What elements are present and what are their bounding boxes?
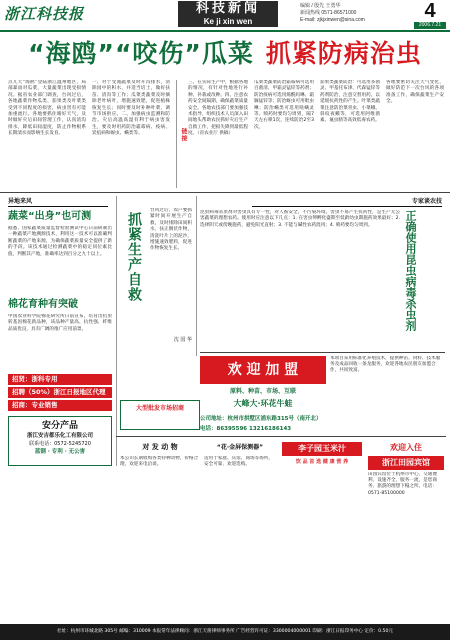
story2-text: 中国农业科学院棉花研究所日前宣布，培育出抗虫转基因棉花新品种，该品种产量高、抗性强、纤维品质优良，具有广阔的推广应用前景。	[8, 314, 112, 332]
bio-name: 大峰大·环花牛蛙	[233, 399, 293, 408]
expert-text: 昆虫病毒杀虫剂对害虫具有专一性，对人畜安全，不污染环境，害虫不易产生抗药性，是生产无公害蔬菜的理想农药。使用时应注意以下几点：1. 在害虫卵孵化盛期至低龄幼虫期施药效果最好；2. 选择阴天或傍晚施药，避免阳光直射；3. 不能与碱性农药混用；4. 喷药要均匀周到。	[200, 210, 400, 228]
ad2-slogan: 蓝钢 · 专利 · 无公害	[34, 449, 86, 455]
bio-text: 本项目采用标准化养殖技术，提供种苗、饲料、技术服务及成品回收一条龙服务，欢迎各地农民朋友加盟合作，共同致富。	[330, 356, 441, 374]
meta-editor: 编辑 / 殷先 王勇华	[300, 3, 341, 9]
story2-title: 棉花育种有突破	[8, 299, 78, 310]
section-pinyin: Ke ji xin wen	[178, 17, 278, 27]
lead-col-4: 瓜菜类蔬菜防治霜霉病可选用百菌清、甲霜灵锰锌等药剂；防治疫病可选用烯酰吗啉、霜脲锰锌等；防治蚜虫可用吡虫啉；防治螨类可选用哒螨灵等。喷药时要均匀周到，隔7天左右喷1次，连续防治2至3次。	[254, 80, 314, 130]
pepper-sub: 饮 品 首 选 健 康 营 养	[295, 459, 349, 465]
hotel-text: 田园宾馆位于杭州市中心，交通便利，设施齐全，服务一流，是您商务、旅游的理想下榻之所。电话：0571-85100000	[368, 472, 437, 496]
page-number: 4	[424, 0, 436, 22]
main-headline	[0, 38, 450, 70]
paper-logo: 浙江科技报	[4, 5, 85, 23]
lead-col-6: 各地要密切关注天气变化，做好防范下一次台风的各项准备工作，确保蔬菜生产安全。	[386, 80, 444, 105]
small-ad1-text: 本公司长期收购各类特种动物，价格合理，欢迎来电洽谈。	[120, 456, 199, 468]
lead-col-2: 一、对于受淹蔬菜及时开沟排水，清除园中的积水，并适当培土，做好扶苗、清沟等工作；瓜菜类蔬菜及时摘除老叶病叶，增施速效肥，促进植株恢复生长；同时要及时补种叶菜，调节市场供应。二、加强病虫监测和防治。灾后高温高湿有利于病虫害发生，要及时用药防治霜霉病、疫病、炭疽病和蚜虫、螨类等。	[92, 80, 170, 137]
lead-col-5: 茄果类蔬菜防治：可选用多菌灵、甲基托布津、代森锰锌等药剂防治，注意交替用药，以延缓抗药性的产生。叶菜类蔬菜注意防治菜青虫、小菜蛾、斜纹夜蛾等，可选用阿维菌素、氟虫腈等高效低毒农药。	[320, 80, 380, 124]
middle-vertical-title: 抓紧生产自救	[126, 212, 142, 302]
bio-company: 公司地址：杭州市拱墅区浦东路315号（南开北）	[200, 416, 322, 422]
small-ad2-text: 适用于家庭、宾馆、商场等场所，安全可靠，欢迎选购。	[204, 456, 273, 468]
bio-phone: 电话：86395596 13216186143	[200, 426, 292, 432]
issue-meta	[300, 3, 410, 24]
lead-col-1: 点儿天“海鸥”登陆浙江温州地区，局部暴雨对瓜菜，大量蔬菜出现受损情况。据省农业部门调查，台风过后，各地蔬菜作物瓜类、茄果类及叶菜类受到不同程度的损害，病虫害有可能加重流行。各地要抓住晴好天气，及时做好灾后田间管理工作，认真清沟排水，降低田间湿度，防止作物根系长期渍水而影响生长发育。	[8, 80, 86, 137]
headline-part1: “海鸥”“咬伤”瓜菜	[28, 39, 254, 68]
middle-divider	[196, 196, 197, 356]
section-title: 科技新闻	[178, 1, 278, 17]
expert-section-head: 专家谈农技	[252, 196, 442, 207]
left-section-head: 异地来风	[8, 196, 108, 207]
classified-title: 大型批发市场招商	[135, 405, 184, 412]
ad1-line3: 招商：专业销售	[8, 400, 112, 411]
page-date: 2006.7.21	[414, 22, 446, 29]
vertical-tag: 链接	[180, 128, 187, 142]
ad-divider	[200, 352, 445, 353]
join-banner: 欢 迎 加 盟	[200, 356, 326, 384]
middle-author: 沈 国 华	[173, 337, 192, 343]
ad2-company: 浙江安吉都乐化工有限公司	[26, 433, 93, 439]
middle-text: 台风过后，农户要抓紧时间开展生产自救，及时排除田间积水，扶正倒伏作物，清洗叶片上的泥沙，增施速效肥料，促进作物恢复生长。	[150, 208, 192, 252]
classified-box	[120, 400, 200, 430]
ad2-box	[8, 416, 112, 466]
ad1-line2: 招聘（50%）浙江日报地区代理	[8, 387, 112, 398]
hotel-name: 浙江田园宾馆	[368, 456, 444, 470]
ad2-name: 安分产品	[41, 421, 78, 431]
story1-title: 蔬菜“出身”也可测	[8, 211, 92, 222]
section-divider	[0, 192, 450, 193]
meta-hotline: 新闻热线 0571-86571000	[300, 10, 357, 16]
masthead-rule	[0, 30, 450, 32]
ad1-title: 招贤：浙科专用	[8, 374, 112, 385]
meta-email: E-mail: zjkjxinwen@sina.com	[300, 17, 365, 23]
lower-divider	[116, 436, 446, 437]
small-ad2-title: “花·金屏保测器”	[216, 444, 264, 451]
small-ad1-title: 对 发 动 物	[142, 443, 178, 451]
expert-title: 正确使用昆虫病毒杀虫剂	[404, 210, 417, 331]
hotel-welcome: 欢迎入住	[390, 443, 422, 452]
headline-part2: 抓紧防病治虫	[265, 39, 422, 68]
left-divider	[116, 196, 117, 466]
join-sub: 原料、种苗、市场、互联	[229, 388, 296, 395]
story1-text: 据悉，国家蔬菜质量监督检验测试中心日前研制出一种蔬菜产地溯源技术，利用这一技术可以准确判断蔬菜的产地来源，为确保蔬菜质量安全提供了新的手段。该技术通过检测蔬菜中的稳定同位素比值，判断其产地，准确率达到百分之九十以上。	[8, 226, 112, 257]
pepper-title: 李子园玉米汁	[282, 442, 362, 456]
footer-bar: 社址：杭州市环城北路 305号 邮编：310009 本报常年法律顾问：浙江天册律师事务所 广告经营许可证：3300004000001 印刷：浙江日报印务中心 定价：0.50元	[0, 624, 450, 640]
column-divider	[176, 80, 177, 188]
ad2-phone: 联系电话：0572-5245720	[29, 441, 91, 447]
lead-col-3: 三、在实际生产中，根据各地的情况，有针对性地进行补种、补栽或改种。四、注意农药安全间隔期，确保蔬菜质量安全。各地农技部门要加强技术指导，组织技术人员深入田间地头帮助农民抓好灾后生产自救工作，把损失降到最低程度。（省农业厅 供稿）	[188, 80, 248, 137]
